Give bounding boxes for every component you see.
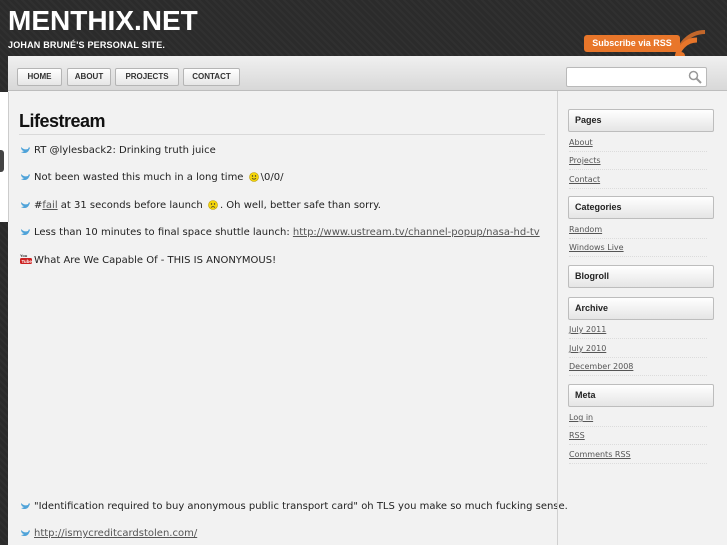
- lifestream-item: [20, 226, 540, 240]
- navbar: [8, 56, 727, 91]
- sidebar-link-contact[interactable]: Contact: [569, 174, 707, 189]
- nav-contact[interactable]: CONTACT: [183, 68, 240, 86]
- lifestream-item: [20, 199, 381, 213]
- sidebar: [557, 91, 727, 545]
- site-title[interactable]: MENTHIX.NET: [8, 5, 198, 36]
- entry-text: RT @lylesback2: Drinking truth juice: [34, 145, 216, 156]
- hashtag-link[interactable]: fail: [42, 200, 58, 211]
- page-container: [8, 56, 727, 545]
- lifestream-item: [20, 171, 284, 185]
- sidebar-link-december-2008[interactable]: December 2008: [569, 361, 707, 376]
- svg-text:You: You: [20, 253, 28, 258]
- entry-text-after: \0/0/: [260, 172, 284, 183]
- sidebar-link-july-2011[interactable]: July 2011: [569, 324, 707, 339]
- twitter-icon: [20, 227, 30, 236]
- lifestream-item: [20, 144, 216, 158]
- widget-title-archive: Archive: [568, 297, 714, 320]
- nav-projects[interactable]: PROJECTS: [115, 68, 179, 86]
- twitter-icon: [20, 145, 30, 154]
- sidebar-link-random[interactable]: Random: [569, 224, 707, 239]
- widget-title-meta: Meta: [568, 384, 714, 407]
- entry-link[interactable]: http://ismycreditcardstolen.com/: [34, 528, 198, 539]
- side-tab-handle[interactable]: [0, 150, 4, 172]
- nav-about[interactable]: ABOUT: [67, 68, 111, 86]
- sidebar-link-windows-live[interactable]: Windows Live: [569, 242, 707, 257]
- entry-text: at 31 seconds before launch: [60, 200, 203, 211]
- twitter-icon: [20, 200, 30, 209]
- main-content: [8, 91, 568, 545]
- sidebar-link-comments-rss[interactable]: Comments RSS: [569, 449, 707, 464]
- entry-text-after: . Oh well, better safe than sorry.: [219, 200, 381, 211]
- svg-text:Tube: Tube: [21, 259, 32, 264]
- lifestream-item: [20, 500, 568, 514]
- twitter-icon: [20, 172, 30, 181]
- search-icon[interactable]: [688, 70, 702, 84]
- sidebar-link-log-in[interactable]: Log in: [569, 412, 707, 427]
- entry-text: "Identification required to buy anonymous public transport card" oh TLS you make so much fucking sense.: [34, 501, 568, 512]
- search-input[interactable]: [566, 67, 707, 87]
- hashtag-prefix: #: [34, 200, 43, 211]
- sidebar-link-projects[interactable]: Projects: [569, 155, 707, 170]
- widget-title-categories: Categories: [568, 196, 714, 219]
- sidebar-link-rss[interactable]: RSS: [569, 430, 707, 445]
- youtube-icon: [20, 253, 32, 264]
- entry-text[interactable]: What Are We Capable Of - THIS IS ANONYMOUS!: [34, 255, 277, 266]
- lifestream-item: [20, 527, 197, 541]
- site-tagline: JOHAN BRUNÉ'S PERSONAL SITE.: [8, 40, 166, 50]
- widget-title-pages: Pages: [568, 109, 714, 132]
- nav-home[interactable]: HOME: [17, 68, 62, 86]
- entry-text: Not been wasted this much in a long time: [34, 172, 244, 183]
- subscribe-rss-button[interactable]: Subscribe via RSS: [584, 35, 680, 52]
- page-title: Lifestream: [19, 111, 545, 135]
- sidebar-link-about[interactable]: About: [569, 137, 707, 152]
- sad-smiley-icon: [208, 200, 218, 210]
- entry-link[interactable]: http://www.ustream.tv/channel-popup/nasa-hd-tv: [292, 227, 540, 238]
- lifestream-item: [20, 253, 276, 268]
- widget-title-blogroll: Blogroll: [568, 265, 714, 288]
- twitter-icon: [20, 501, 30, 510]
- smiley-icon: [249, 172, 259, 182]
- twitter-icon: [20, 528, 30, 537]
- entry-text: Less than 10 minutes to final space shuttle launch:: [34, 227, 290, 238]
- sidebar-link-july-2010[interactable]: July 2010: [569, 343, 707, 358]
